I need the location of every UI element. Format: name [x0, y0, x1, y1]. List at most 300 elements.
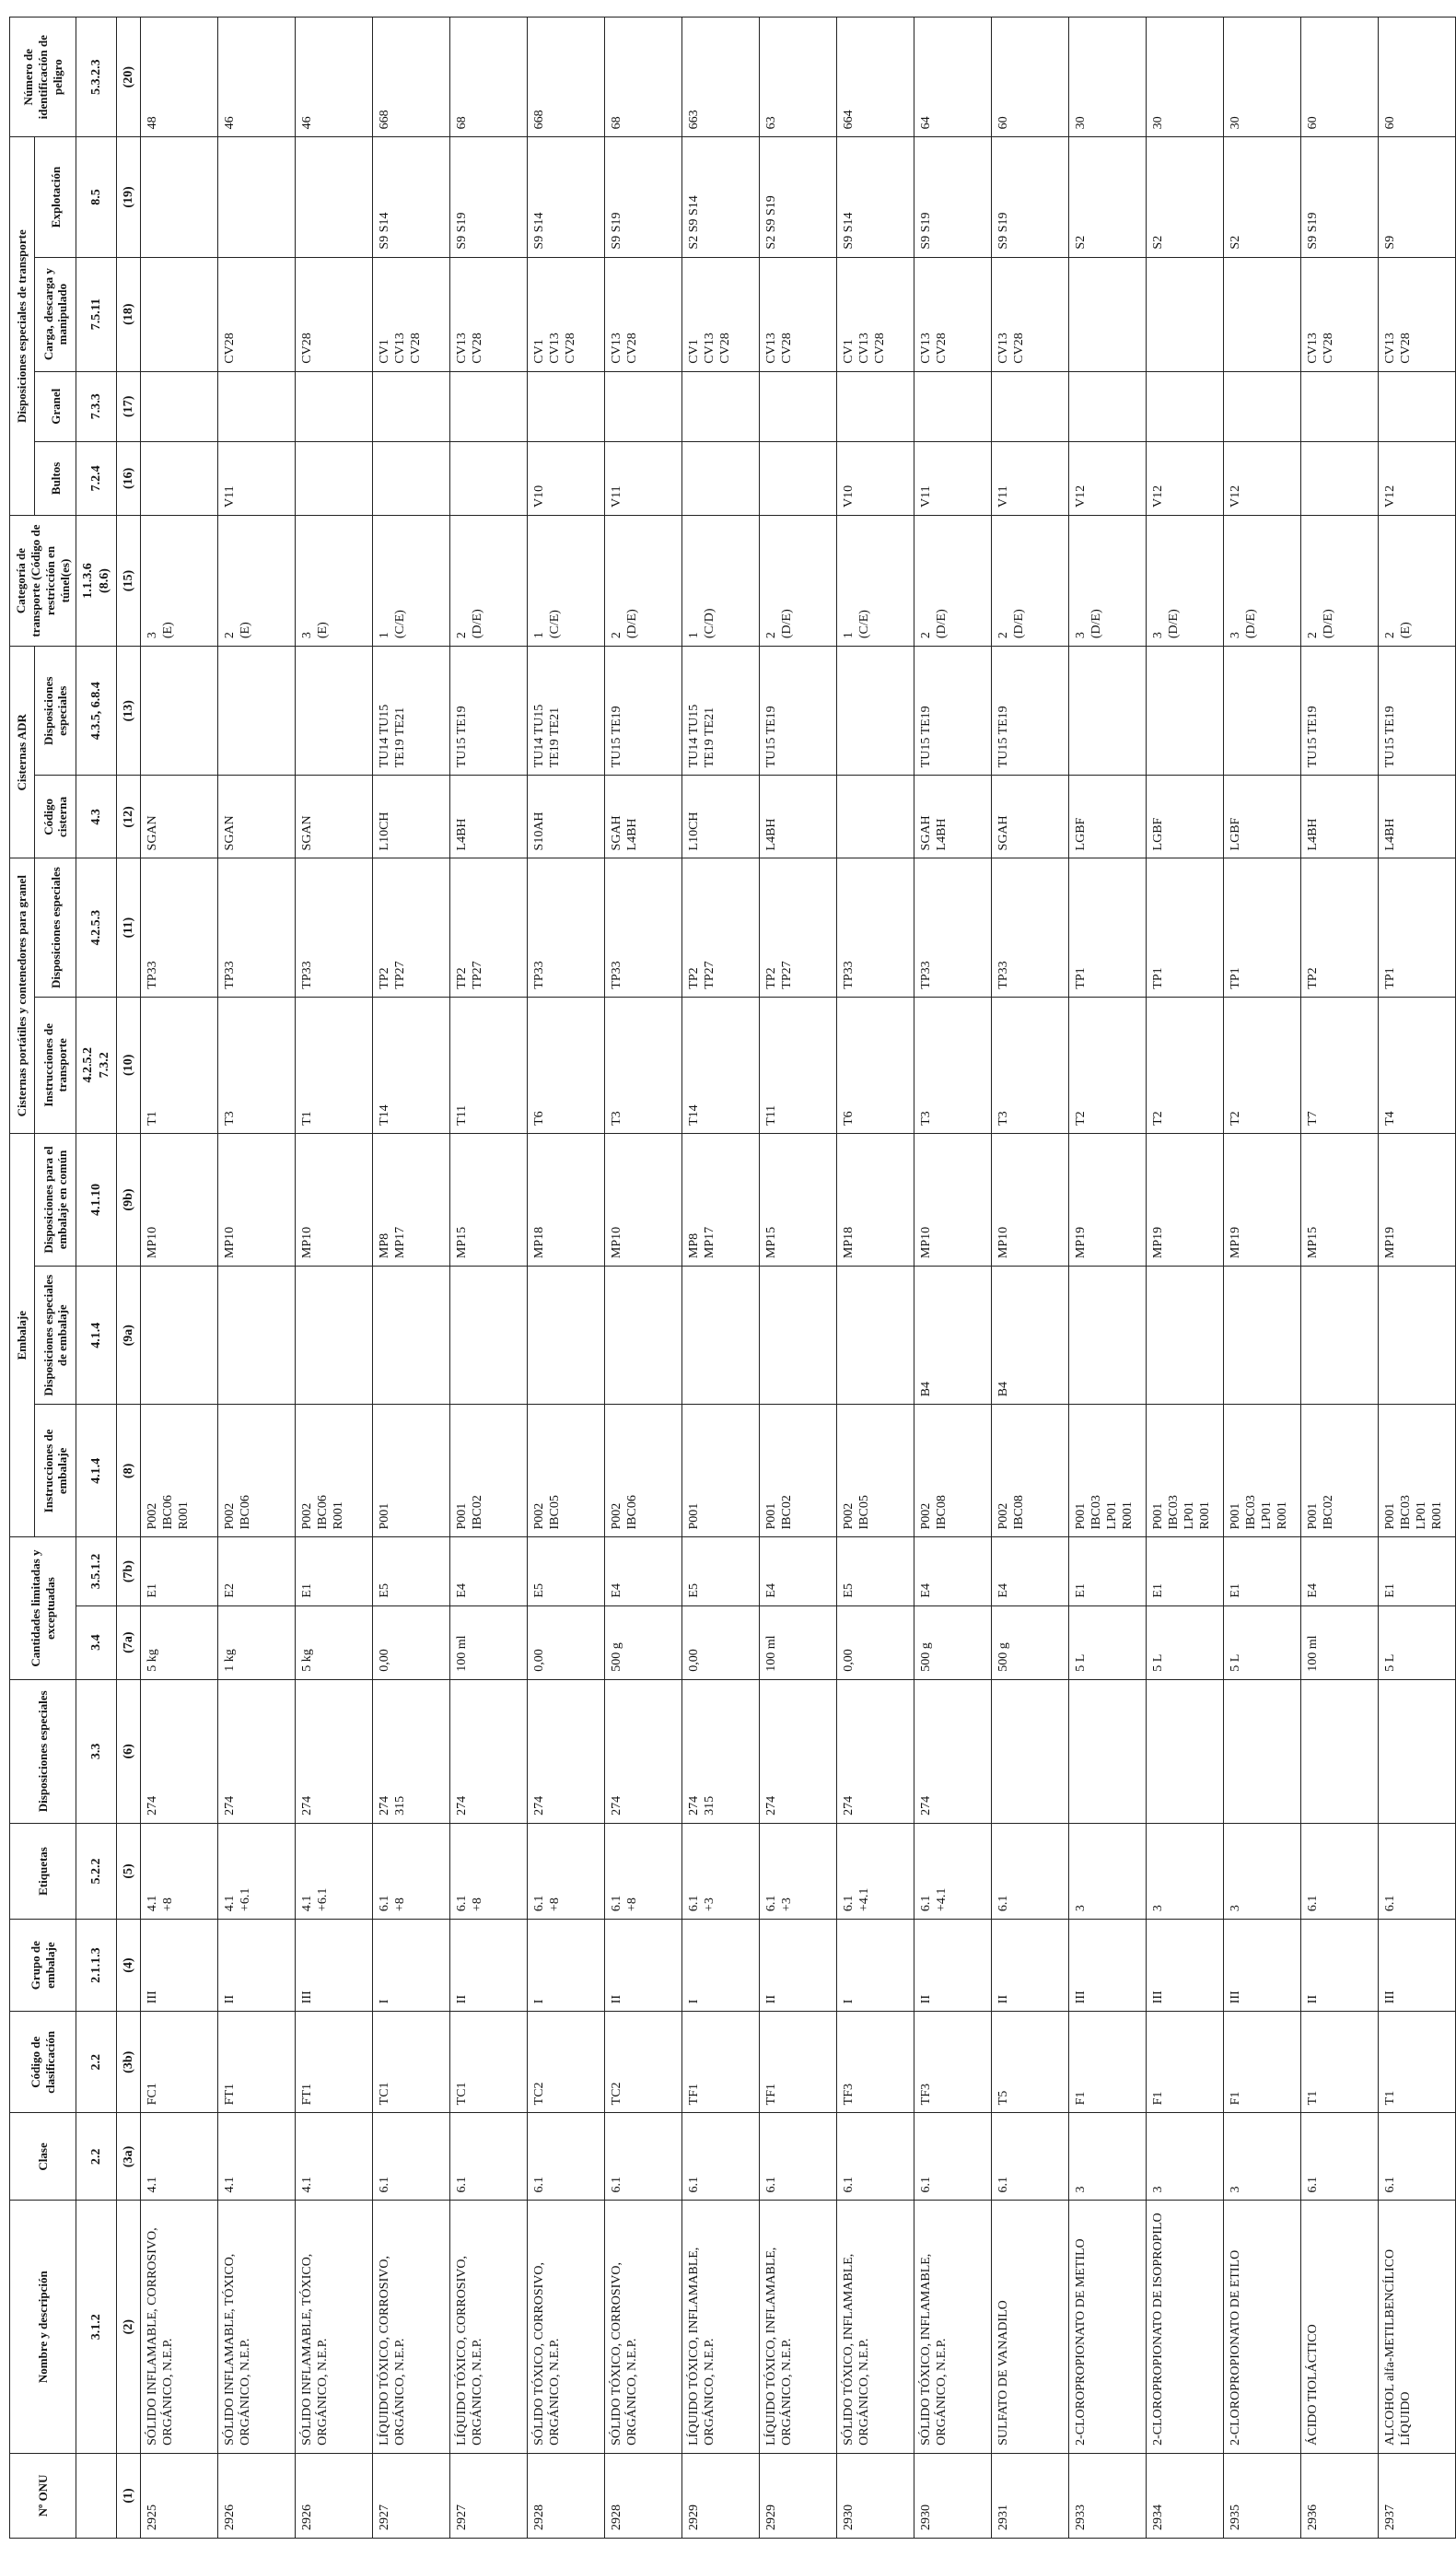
table-cell: 2930	[836, 2453, 914, 2538]
table-cell: S2	[1068, 137, 1146, 257]
table-cell: TP33	[295, 858, 372, 997]
column-index-row-cell: (10)	[116, 997, 140, 1133]
table-cell: MP19	[1068, 1133, 1146, 1266]
table-cell: 30	[1146, 18, 1223, 137]
table-cell: TP1	[1378, 858, 1455, 997]
table-cell: 4.1 +8	[140, 1823, 217, 1919]
table-cell: SÓLIDO INFLAMABLE, TÓXICO, ORGÁNICO, N.E.P.	[217, 2201, 295, 2453]
column-index-row-cell: (16)	[116, 441, 140, 515]
table-cell: 6.1	[527, 2113, 604, 2201]
table-cell: MP10	[604, 1133, 681, 1266]
table-cell: 500 g	[604, 1605, 681, 1679]
table-cell: E4	[914, 1537, 991, 1605]
table-cell: TF3	[836, 2012, 914, 2113]
table-cell: P001 IBC02	[449, 1405, 527, 1537]
column-index-row-cell: (17)	[116, 371, 140, 441]
table-cell: TP33	[140, 858, 217, 997]
table-cell: 6.1 +8	[604, 1823, 681, 1919]
section-reference-row-cell: 4.3	[76, 776, 116, 858]
table-cell: SÓLIDO TÓXICO, CORROSIVO, ORGÁNICO, N.E.P.	[604, 2201, 681, 2453]
table-cell: 2925	[140, 2453, 217, 2538]
table-cell: T14	[372, 997, 449, 1133]
table-cell: 3 (D/E)	[1146, 515, 1223, 646]
table-row	[1300, 18, 1378, 2539]
table-cell	[372, 441, 449, 515]
table-cell: TU15 TE19	[604, 647, 681, 776]
table-cell: S9 S19	[914, 137, 991, 257]
table-cell: CV13 CV28	[1378, 257, 1455, 371]
table-cell: SULFATO DE VANADILO	[991, 2201, 1068, 2453]
table-cell: TP1	[1146, 858, 1223, 997]
table-cell: TU14 TU15 TE19 TE21	[681, 647, 759, 776]
table-cell: 274	[140, 1679, 217, 1823]
table-cell	[217, 647, 295, 776]
table-cell	[681, 1267, 759, 1405]
table-cell: MP10	[140, 1133, 217, 1266]
column-index-row-cell: (12)	[116, 776, 140, 858]
table-cell: 2 (D/E)	[759, 515, 836, 646]
table-cell	[1068, 257, 1146, 371]
table-cell: MP10	[217, 1133, 295, 1266]
table-cell: CV13 CV28	[1300, 257, 1378, 371]
table-cell: E4	[991, 1537, 1068, 1605]
table-cell: P002 IBC05	[836, 1405, 914, 1537]
table-cell	[217, 1267, 295, 1405]
table-cell: E4	[1300, 1537, 1378, 1605]
table-cell: F1	[1068, 2012, 1146, 2113]
table-cell: CV28	[295, 257, 372, 371]
table-cell: CV1 CV13 CV28	[527, 257, 604, 371]
table-cell: LGBF	[1223, 776, 1300, 858]
column-index-row-cell: (19)	[116, 137, 140, 257]
table-cell	[836, 776, 914, 858]
table-cell: S2 S9 S19	[759, 137, 836, 257]
table-cell: P002 IBC06 R001	[140, 1405, 217, 1537]
table-cell: 2 (E)	[1378, 515, 1455, 646]
table-cell: MP8 MP17	[372, 1133, 449, 1266]
table-cell: 2 (E)	[217, 515, 295, 646]
section-reference-row-cell: 3.3	[76, 1679, 116, 1823]
table-cell: III	[1146, 1920, 1223, 2012]
table-cell: V12	[1223, 441, 1300, 515]
table-cell: T3	[604, 997, 681, 1133]
table-cell: 2 (D/E)	[604, 515, 681, 646]
table-cell: II	[217, 1920, 295, 2012]
table-cell	[1223, 257, 1300, 371]
table-cell	[681, 371, 759, 441]
table-cell: 2934	[1146, 2453, 1223, 2538]
table-cell: L10CH	[681, 776, 759, 858]
table-cell: SGAH	[991, 776, 1068, 858]
table-cell	[449, 441, 527, 515]
column-index-row-cell: (20)	[116, 18, 140, 137]
table-cell: T5	[991, 2012, 1068, 2113]
table-cell: T6	[836, 997, 914, 1133]
table-cell	[140, 1267, 217, 1405]
table-cell	[449, 371, 527, 441]
table-cell: 0,00	[836, 1605, 914, 1679]
table-cell: I	[681, 1920, 759, 2012]
table-row	[217, 18, 295, 2539]
table-cell: 5 L	[1146, 1605, 1223, 1679]
table-cell: E2	[217, 1537, 295, 1605]
table-cell	[1223, 1679, 1300, 1823]
table-cell: T11	[449, 997, 527, 1133]
table-cell: TP2 TP27	[372, 858, 449, 997]
table-cell: 274 315	[372, 1679, 449, 1823]
table-cell: TP2 TP27	[449, 858, 527, 997]
table-cell: 0,00	[527, 1605, 604, 1679]
table-cell: TP2	[1300, 858, 1378, 997]
table-cell	[1300, 371, 1378, 441]
table-cell: S9 S14	[527, 137, 604, 257]
table-row	[1223, 18, 1300, 2539]
table-cell: TC2	[604, 2012, 681, 2113]
table-cell	[1146, 371, 1223, 441]
table-cell: 2926	[217, 2453, 295, 2538]
table-cell: I	[372, 1920, 449, 2012]
table-cell: TP33	[836, 858, 914, 997]
header-instrucciones-transporte: Instrucciones de transporte	[35, 997, 76, 1133]
column-index-row-cell: (6)	[116, 1679, 140, 1823]
column-index-row-cell: (7b)	[116, 1537, 140, 1605]
table-cell: P001 IBC03 LP01 R001	[1223, 1405, 1300, 1537]
table-cell: 2927	[372, 2453, 449, 2538]
table-cell: P001 IBC02	[1300, 1405, 1378, 1537]
table-cell: V11	[914, 441, 991, 515]
table-cell: TF3	[914, 2012, 991, 2113]
table-cell: L4BH	[449, 776, 527, 858]
table-row	[991, 18, 1068, 2539]
table-cell: SÓLIDO TÓXICO, CORROSIVO, ORGÁNICO, N.E.P.	[527, 2201, 604, 2453]
header-clase: Clase	[10, 2113, 76, 2201]
table-cell: FT1	[217, 2012, 295, 2113]
table-cell: 2 (D/E)	[1300, 515, 1378, 646]
table-cell: TP1	[1068, 858, 1146, 997]
table-cell: MP18	[836, 1133, 914, 1266]
table-cell: P001 IBC03 LP01 R001	[1146, 1405, 1223, 1537]
table-cell	[449, 1267, 527, 1405]
table-cell: E4	[449, 1537, 527, 1605]
table-cell	[1378, 371, 1455, 441]
section-reference-row-cell: 4.3.5, 6.8.4	[76, 647, 116, 776]
table-cell: MP15	[1300, 1133, 1378, 1266]
table-cell: TP1	[1223, 858, 1300, 997]
header-cisternas-adr: Cisternas ADR	[10, 647, 35, 858]
table-cell: P002 IBC06	[604, 1405, 681, 1537]
table-cell: 2930	[914, 2453, 991, 2538]
table-row	[759, 18, 836, 2539]
table-cell: 3 (E)	[140, 515, 217, 646]
table-cell: E4	[759, 1537, 836, 1605]
table-cell: TU14 TU15 TE19 TE21	[372, 647, 449, 776]
table-cell	[140, 647, 217, 776]
column-index-row-cell: (15)	[116, 515, 140, 646]
column-index-row-cell: (3b)	[116, 2012, 140, 2113]
table-cell: 5 L	[1223, 1605, 1300, 1679]
table-cell: L10CH	[372, 776, 449, 858]
table-cell: T1	[1300, 2012, 1378, 2113]
table-cell: 5 kg	[295, 1605, 372, 1679]
table-cell: V11	[604, 441, 681, 515]
table-cell: T2	[1223, 997, 1300, 1133]
table-cell: T4	[1378, 997, 1455, 1133]
table-cell: 3 (E)	[295, 515, 372, 646]
table-cell: TF1	[681, 2012, 759, 2113]
table-cell: E5	[372, 1537, 449, 1605]
table-cell: P001 IBC03 LP01 R001	[1068, 1405, 1146, 1537]
section-reference-row-cell: 2.2	[76, 2012, 116, 2113]
table-cell: V12	[1378, 441, 1455, 515]
table-cell: 3 (D/E)	[1223, 515, 1300, 646]
table-cell: 64	[914, 18, 991, 137]
table-cell: 3	[1068, 2113, 1146, 2201]
table-cell	[1378, 1267, 1455, 1405]
column-index-row-cell: (18)	[116, 257, 140, 371]
table-cell: TU15 TE19	[1378, 647, 1455, 776]
table-cell: 2-CLOROPROPIONATO DE ETILO	[1223, 2201, 1300, 2453]
table-cell: T14	[681, 997, 759, 1133]
column-index-row-cell: (7a)	[116, 1605, 140, 1679]
header-codigo-cisterna: Código cisterna	[35, 776, 76, 858]
table-row	[372, 18, 449, 2539]
section-reference-row-cell: 7.5.11	[76, 257, 116, 371]
table-cell: 5 L	[1378, 1605, 1455, 1679]
table-cell: 3	[1223, 2113, 1300, 2201]
table-cell: E1	[1146, 1537, 1223, 1605]
table-cell: 0,00	[372, 1605, 449, 1679]
table-cell: CV1 CV13 CV28	[681, 257, 759, 371]
section-reference-row-cell: 3.5.1.2	[76, 1537, 116, 1605]
column-index-row-cell: (9b)	[116, 1133, 140, 1266]
table-cell	[1146, 1679, 1223, 1823]
table-cell: E1	[295, 1537, 372, 1605]
table-cell: 274	[914, 1679, 991, 1823]
table-cell: 100 ml	[759, 1605, 836, 1679]
table-cell: 100 ml	[1300, 1605, 1378, 1679]
table-cell: 3	[1223, 1823, 1300, 1919]
table-row	[295, 18, 372, 2539]
table-cell	[295, 137, 372, 257]
table-cell: CV13 CV28	[604, 257, 681, 371]
table-cell	[1068, 647, 1146, 776]
table-cell: 6.1 +4.1	[836, 1823, 914, 1919]
table-cell	[295, 441, 372, 515]
section-reference-row-cell: 8.5	[76, 137, 116, 257]
table-cell: 3	[1146, 2113, 1223, 2201]
table-cell	[140, 137, 217, 257]
table-cell: 2935	[1223, 2453, 1300, 2538]
table-cell: 1 kg	[217, 1605, 295, 1679]
table-cell	[295, 371, 372, 441]
table-cell: E1	[140, 1537, 217, 1605]
table-cell: TU15 TE19	[759, 647, 836, 776]
table-cell: 500 g	[914, 1605, 991, 1679]
table-cell: 274 315	[681, 1679, 759, 1823]
table-cell: 500 g	[991, 1605, 1068, 1679]
table-cell: II	[449, 1920, 527, 2012]
table-cell: 6.1	[991, 1823, 1068, 1919]
table-cell: S9 S14	[372, 137, 449, 257]
table-row	[604, 18, 681, 2539]
table-cell: 1 (C/E)	[527, 515, 604, 646]
table-cell	[527, 1267, 604, 1405]
table-cell: 6.1	[372, 2113, 449, 2201]
header-granel: Granel	[35, 371, 76, 441]
table-row	[140, 18, 217, 2539]
section-reference-row-cell: 5.3.2.3	[76, 18, 116, 137]
table-cell: LÍQUIDO TÓXICO, CORROSIVO, ORGÁNICO, N.E.P.	[449, 2201, 527, 2453]
table-cell: MP19	[1146, 1133, 1223, 1266]
table-cell: TP2 TP27	[681, 858, 759, 997]
table-cell: 6.1	[681, 2113, 759, 2201]
table-cell: ÁCIDO TIOLÁCTICO	[1300, 2201, 1378, 2453]
table-cell: 2926	[295, 2453, 372, 2538]
table-cell: T11	[759, 997, 836, 1133]
section-reference-row-cell: 2.2	[76, 2113, 116, 2201]
table-cell: TP2 TP27	[759, 858, 836, 997]
table-cell: TU15 TE19	[449, 647, 527, 776]
table-cell: 1 (C/D)	[681, 515, 759, 646]
section-reference-row-cell: 3.1.2	[76, 2201, 116, 2453]
table-cell: 274	[527, 1679, 604, 1823]
table-cell: TP33	[527, 858, 604, 997]
column-index-row-cell: (11)	[116, 858, 140, 997]
table-cell: 4.1	[217, 2113, 295, 2201]
table-cell: 2928	[604, 2453, 681, 2538]
table-cell: S9 S19	[1300, 137, 1378, 257]
table-cell: 6.1 +8	[527, 1823, 604, 1919]
section-reference-row-cell: 4.1.4	[76, 1267, 116, 1405]
table-cell: III	[140, 1920, 217, 2012]
table-cell: III	[1068, 1920, 1146, 2012]
header-disp-esp-embalaje: Disposiciones especiales de embalaje	[35, 1267, 76, 1405]
table-cell: 2927	[449, 2453, 527, 2538]
header-bultos: Bultos	[35, 441, 76, 515]
table-cell	[759, 1267, 836, 1405]
table-cell: MP15	[449, 1133, 527, 1266]
table-cell: 2 (D/E)	[991, 515, 1068, 646]
table-cell: T1	[295, 997, 372, 1133]
column-index-row	[116, 18, 140, 2539]
header-codigo-clasificacion: Código de clasificación	[10, 2012, 76, 2113]
section-reference-row-cell: 5.2.2	[76, 1823, 116, 1919]
table-cell: SÓLIDO INFLAMABLE, CORROSIVO, ORGÁNICO, N.E.P.	[140, 2201, 217, 2453]
table-cell: II	[914, 1920, 991, 2012]
table-cell: 68	[449, 18, 527, 137]
table-cell: 2936	[1300, 2453, 1378, 2538]
table-cell: MP10	[295, 1133, 372, 1266]
table-cell: LÍQUIDO TÓXICO, CORROSIVO, ORGÁNICO, N.E.P.	[372, 2201, 449, 2453]
table-cell: 60	[1300, 18, 1378, 137]
table-cell: 60	[1378, 18, 1455, 137]
table-cell: III	[1223, 1920, 1300, 2012]
table-cell: SGAN	[217, 776, 295, 858]
header-instrucciones-embalaje: Instrucciones de embalaje	[35, 1405, 76, 1537]
table-cell: 6.1	[449, 2113, 527, 2201]
table-cell: L4BH	[759, 776, 836, 858]
table-cell: ALCOHOL alfa-METILBENCÍLICO LÍQUIDO	[1378, 2201, 1455, 2453]
table-cell: P002 IBC08	[914, 1405, 991, 1537]
table-cell: T2	[1146, 997, 1223, 1133]
table-cell: 274	[759, 1679, 836, 1823]
table-cell: P001	[681, 1405, 759, 1537]
table-cell	[759, 441, 836, 515]
table-cell	[914, 371, 991, 441]
table-cell: FT1	[295, 2012, 372, 2113]
column-index-row-cell: (9a)	[116, 1267, 140, 1405]
table-cell: 2937	[1378, 2453, 1455, 2538]
table-cell: 274	[604, 1679, 681, 1823]
table-cell: 6.1 +3	[759, 1823, 836, 1919]
table-cell: TU14 TU15 TE19 TE21	[527, 647, 604, 776]
table-cell	[527, 371, 604, 441]
table-cell: F1	[1223, 2012, 1300, 2113]
table-cell	[836, 647, 914, 776]
table-cell: E4	[604, 1537, 681, 1605]
table-cell: P002 IBC05	[527, 1405, 604, 1537]
table-cell: 2 (D/E)	[449, 515, 527, 646]
table-cell: TC2	[527, 2012, 604, 2113]
table-cell: 46	[217, 18, 295, 137]
table-cell	[1068, 371, 1146, 441]
table-cell	[372, 371, 449, 441]
table-cell: 664	[836, 18, 914, 137]
header-no-onu: Nº ONU	[10, 2453, 76, 2538]
header-disp-esp-cisternas-adr: Disposiciones especiales	[35, 647, 76, 776]
table-cell: 274	[449, 1679, 527, 1823]
header-cantidades: Cantidades limitadas y exceptuadas	[10, 1537, 76, 1679]
table-cell: V11	[991, 441, 1068, 515]
table-cell	[1068, 1267, 1146, 1405]
table-cell: III	[1378, 1920, 1455, 2012]
table-cell	[1146, 257, 1223, 371]
table-cell: TF1	[759, 2012, 836, 2113]
table-cell	[604, 1267, 681, 1405]
table-cell: 6.1	[1378, 2113, 1455, 2201]
table-cell: V11	[217, 441, 295, 515]
table-cell: 5 L	[1068, 1605, 1146, 1679]
table-cell: 274	[836, 1679, 914, 1823]
header-carga-descarga: Carga, descarga y manipulado	[35, 257, 76, 371]
table-cell: 4.1	[140, 2113, 217, 2201]
table-cell: TC1	[372, 2012, 449, 2113]
section-reference-row-cell: 1.1.3.6 (8.6)	[76, 515, 116, 646]
table-cell: T2	[1068, 997, 1146, 1133]
table-cell: TP33	[217, 858, 295, 997]
table-cell: P001 IBC02	[759, 1405, 836, 1537]
table-cell: SGAH L4BH	[914, 776, 991, 858]
header-grupo-embalaje: Grupo de embalaje	[10, 1920, 76, 2012]
table-cell: II	[991, 1920, 1068, 2012]
table-cell: I	[836, 1920, 914, 2012]
table-cell: CV13 CV28	[449, 257, 527, 371]
table-cell: 6.1	[759, 2113, 836, 2201]
header-disp-embalaje-comun: Disposiciones para el embalaje en común	[35, 1133, 76, 1266]
table-cell	[836, 371, 914, 441]
table-cell: 6.1	[1300, 2113, 1378, 2201]
table-cell: 668	[372, 18, 449, 137]
section-reference-row-cell: 4.1.10	[76, 1133, 116, 1266]
table-cell: 2-CLOROPROPIONATO DE METILO	[1068, 2201, 1146, 2453]
table-body	[76, 18, 1455, 2539]
table-cell: E1	[1223, 1537, 1300, 1605]
table-cell: SÓLIDO TÓXICO, INFLAMABLE, ORGÁNICO, N.E.P.	[836, 2201, 914, 2453]
table-row	[836, 18, 914, 2539]
table-cell	[140, 441, 217, 515]
table-cell: 663	[681, 18, 759, 137]
table-cell: V10	[527, 441, 604, 515]
